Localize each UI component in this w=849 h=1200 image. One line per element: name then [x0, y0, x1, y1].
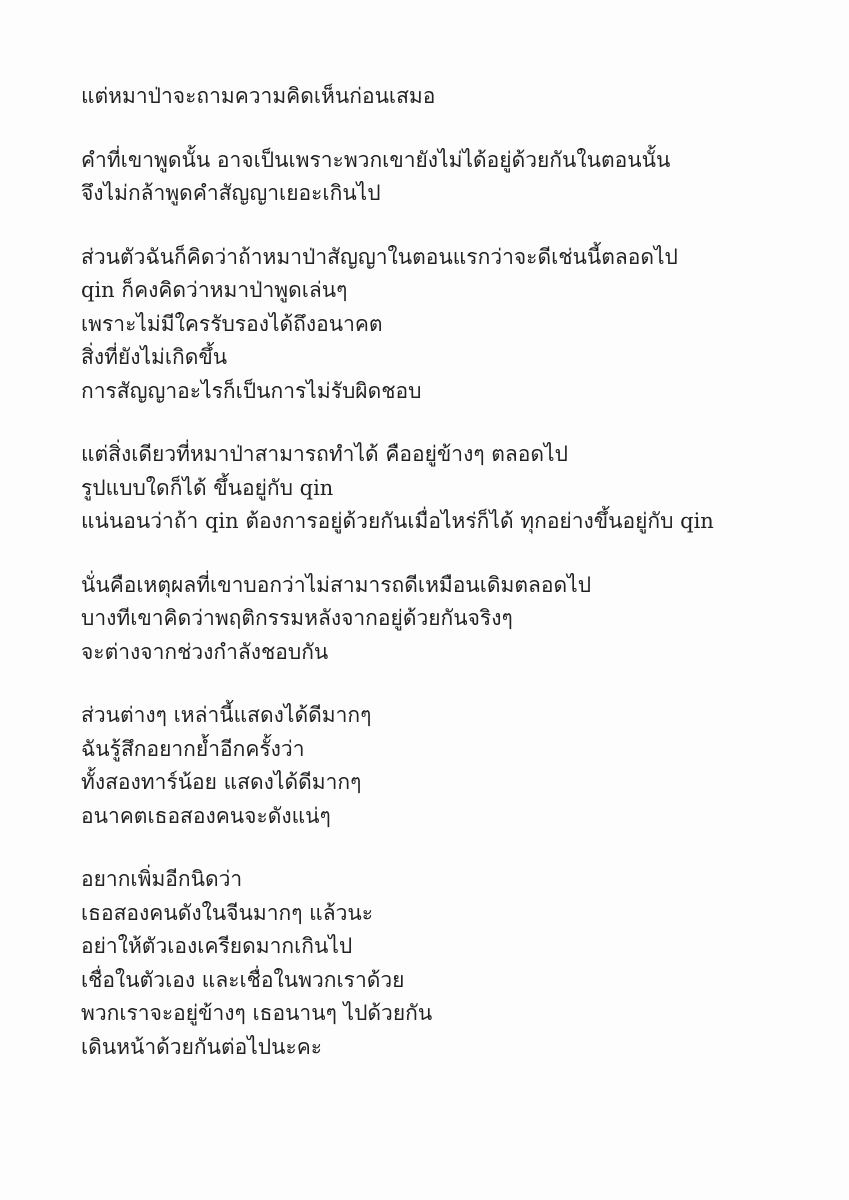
text-line: แต่หมาป่าจะถามความคิดเห็นก่อนเสมอ [81, 84, 436, 108]
text-line: ส่วนต่างๆ เหล่านี้แสดงได้ดีมากๆ [81, 703, 372, 727]
text-line: qin ก็คงคิดว่าหมาป่าพูดเล่นๆ [81, 278, 348, 302]
text-line: นั่นคือเหตุผลที่เขาบอกว่าไม่สามารถดีเหมือนเดิมตลอดไป [81, 572, 592, 597]
text-line: จึงไม่กล้าพูดคำสัญญาเยอะเกินไป [81, 181, 381, 205]
text-line: ฉันรู้สึกอยากย้ำอีกครั้งว่า [81, 736, 305, 761]
text-line: แน่นอนว่าถ้า qin ต้องการอยู่ด้วยกันเมื่อไหร่ก็ได้ ทุกอย่างขึ้นอยู่กับ qin [81, 509, 714, 533]
paragraph [81, 863, 801, 1064]
text-line: พวกเราจะอยู่ข้างๆ เธอนานๆ ไปด้วยกัน [81, 1001, 433, 1025]
text-line: ทั้งสองทาร์น้อย แสดงได้ดีมากๆ [81, 770, 362, 794]
paragraph [81, 144, 801, 211]
text-line: อยากเพิ่มอีกนิดว่า [81, 867, 243, 891]
text-line: เชื่อในตัวเอง และเชื่อในพวกเราด้วย [81, 967, 405, 992]
paragraph [81, 569, 801, 670]
document-body [81, 80, 801, 1094]
text-line: เพราะไม่มีใครรับรองได้ถึงอนาคต [81, 311, 383, 336]
text-line: คำที่เขาพูดนั้น อาจเป็นเพราะพวกเขายังไม่ได้อยู่ด้วยกันในตอนนั้น [81, 147, 671, 172]
text-line: แต่สิ่งเดียวที่หมาป่าสามารถทำได้ คืออยู่ข้างๆ ตลอดไป [81, 442, 568, 466]
paragraph [81, 438, 801, 539]
text-line: บางทีเขาคิดว่าพฤติกรรมหลังจากอยู่ด้วยกันจริงๆ [81, 606, 513, 630]
paragraph [81, 699, 801, 833]
paragraph [81, 241, 801, 409]
text-line: การสัญญาอะไรก็เป็นการไม่รับผิดชอบ [81, 378, 422, 403]
text-line: รูปแบบใดก็ได้ ขึ้นอยู่กับ qin [81, 475, 334, 500]
text-line: ส่วนตัวฉันก็คิดว่าถ้าหมาป่าสัญญาในตอนแรกว่าจะดีเช่นนี้ตลอดไป [81, 244, 678, 269]
text-line: อย่าให้ตัวเองเครียดมากเกินไป [81, 934, 353, 958]
text-line: จะต่างจากช่วงกำลังชอบกัน [81, 639, 329, 664]
text-line: สิ่งที่ยังไม่เกิดขึ้น [81, 345, 228, 369]
text-line: อนาคตเธอสองคนจะดังแน่ๆ [81, 803, 331, 828]
text-line: เดินหน้าด้วยกันต่อไปนะคะ [81, 1034, 323, 1059]
text-line: เธอสองคนดังในจีนมากๆ แล้วนะ [81, 900, 373, 925]
paragraph [81, 80, 801, 114]
